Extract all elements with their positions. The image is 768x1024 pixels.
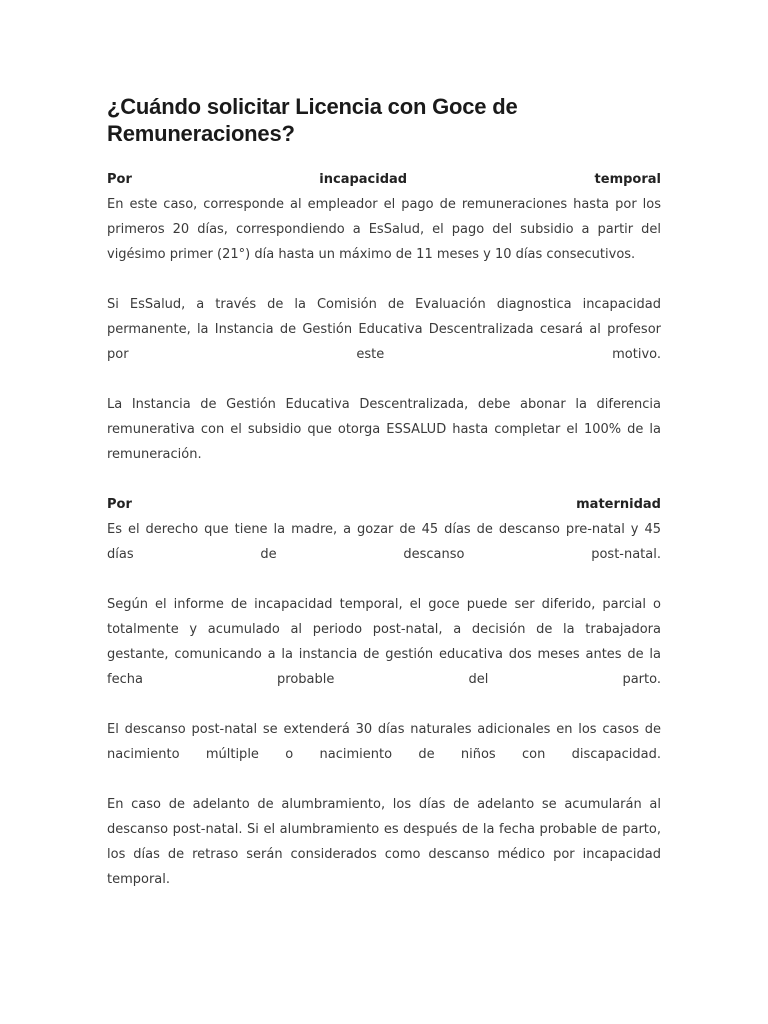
paragraph: Según el informe de incapacidad temporal, el goce puede ser diferido, parcial o totalmente y acumulado al periodo post-natal, a decisión de la trabajadora gestante, comunicando a la instancia de gestión educativa dos meses antes de la fecha probable del parto. — [107, 597, 661, 687]
paragraph: En caso de adelanto de alumbramiento, los días de adelanto se acumularán al descanso post-natal. Si el alumbramiento es después de la fecha probable de parto, los días de retraso serán considerados como descanso médico por incapacidad temporal. — [107, 797, 661, 887]
paragraph: Si EsSalud, a través de la Comisión de Evaluación diagnostica incapacidad permanente, la Instancia de Gestión Educativa Descentralizada cesará al profesor por este motivo. — [107, 297, 661, 362]
section-heading: Por incapacidad temporal — [107, 172, 661, 187]
paragraph: En este caso, corresponde al empleador el pago de remuneraciones hasta por los primeros 20 días, correspondiendo a EsSalud, el pago del subsidio a partir del vigésimo primer (21°) día hasta un máximo de 11 meses y 10 días consecutivos. — [107, 197, 661, 262]
document-title: ¿Cuándo solicitar Licencia con Goce de Remuneraciones? — [107, 94, 518, 146]
paragraph: Es el derecho que tiene la madre, a gozar de 45 días de descanso pre-natal y 45 días de descanso post-natal. — [107, 522, 661, 562]
paragraph: El descanso post-natal se extenderá 30 días naturales adicionales en los casos de nacimiento múltiple o nacimiento de niños con discapacidad. — [107, 722, 661, 762]
paragraph: La Instancia de Gestión Educativa Descentralizada, debe abonar la diferencia remunerativa con el subsidio que otorga ESSALUD hasta completar el 100% de la remuneración. — [107, 397, 661, 462]
section-incapacidad-temporal — [107, 167, 661, 267]
document-page — [107, 93, 661, 917]
section-heading: Por maternidad — [107, 497, 661, 512]
section-maternidad — [107, 492, 661, 567]
